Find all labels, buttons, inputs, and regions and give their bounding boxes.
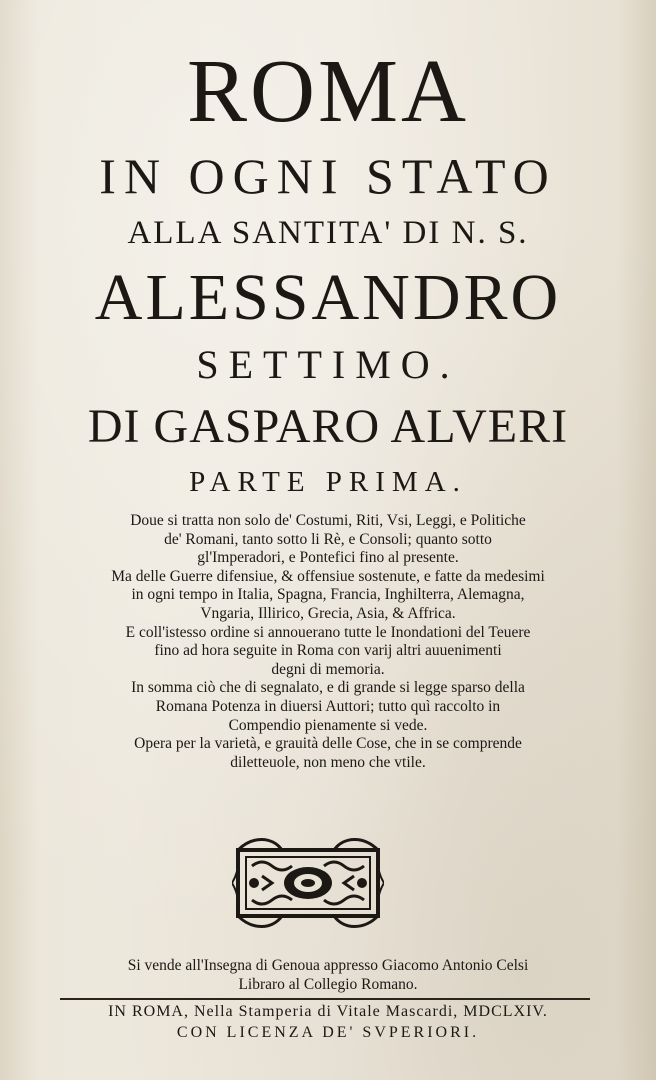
description-line: Vngaria, Illirico, Grecia, Asia, & Affrica. xyxy=(200,604,456,622)
imprint-block xyxy=(0,956,656,994)
title-in-ogni-stato: IN OGNI STATO xyxy=(99,148,557,204)
description-line: degni di memoria. xyxy=(271,660,385,678)
imprint-line-1: Si vende all'Insegna di Genoua appresso Giacomo Antonio Celsi xyxy=(127,957,529,974)
dedication-line: ALLA SANTITA' DI N. S. xyxy=(127,215,529,251)
divider-rule xyxy=(60,998,590,1000)
description-line: Compendio pienamente si vede. xyxy=(228,716,428,734)
printers-ornament-icon xyxy=(232,836,384,930)
description-line: de' Romani, tanto sotto li Rè, e Consoli; quanto sotto xyxy=(164,530,492,548)
license-line: CON LICENZA DE' SVPERIORI. xyxy=(176,1024,480,1041)
description-line: in ogni tempo in Italia, Spagna, Francia, Inghilterra, Alemagna, xyxy=(131,586,525,604)
description-line: Opera per la varietà, e grauità delle Cose, che in se comprende xyxy=(134,735,522,753)
description-line: In somma ciò che di segnalato, e di grande si legge sparso della xyxy=(131,679,525,697)
title-alessandro: ALESSANDRO xyxy=(94,261,562,334)
publication-line: IN ROMA, Nella Stamperia di Vitale Mascardi, MDCLXIV. xyxy=(108,1003,548,1020)
title-settimo: SETTIMO. xyxy=(196,342,460,387)
description-line: Romana Potenza in diuersi Auttori; tutto quì raccolto in xyxy=(155,697,501,715)
description-line: Ma delle Guerre difensiue, & offensiue sostenute, e fatte da medesimi xyxy=(111,567,545,585)
description-line: fino ad hora seguite in Roma con varij altri auuenimenti xyxy=(154,642,502,660)
description-line: E coll'istesso ordine si annouerano tutte le Inondationi del Teuere xyxy=(125,623,531,641)
title-roma: ROMA xyxy=(186,42,470,141)
description-line: Doue si tratta non solo de' Costumi, Riti, Vsi, Leggi, e Politiche xyxy=(130,512,526,529)
part-line: PARTE PRIMA. xyxy=(189,466,467,498)
description-paragraph xyxy=(20,512,636,772)
description-line: gl'Imperadori, e Pontefici fino al presente. xyxy=(197,549,459,567)
author-line: DI GASPARO ALVERI xyxy=(87,400,569,453)
imprint-line-2: Libraro al Collegio Romano. xyxy=(238,976,418,993)
description-line: diletteuole, non meno che vtile. xyxy=(230,753,426,771)
